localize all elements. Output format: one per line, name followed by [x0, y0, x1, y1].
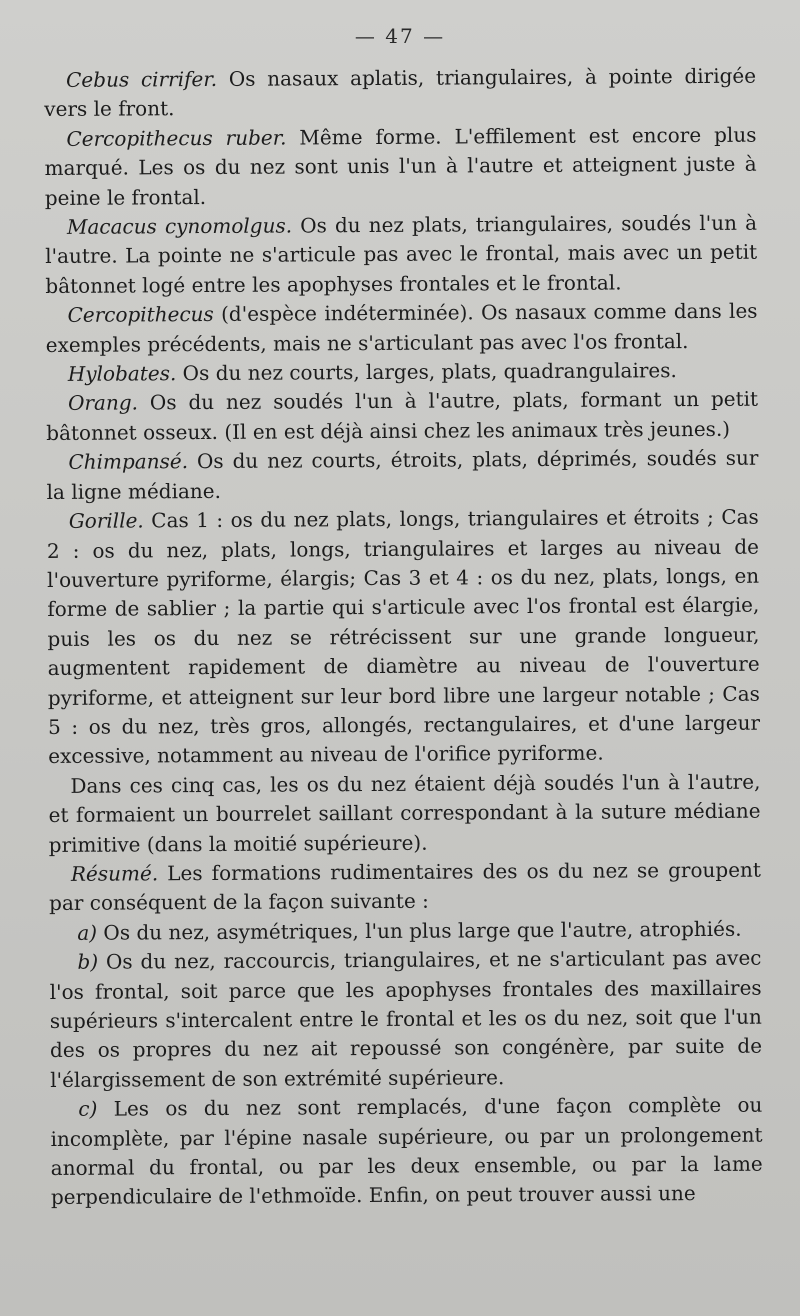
paragraph-body: Os nasaux aplatis, triangulaires, à pointe dirigée vers le front. — [44, 63, 757, 122]
page-number: — 47 — — [354, 24, 446, 48]
list-item-a — [49, 914, 761, 948]
paragraph-body: Les formations rudimentaires des os du nez se groupent par conséquent de la façon suivante : — [49, 857, 761, 916]
paragraph-body: (d'espèce indéterminée). Os nasaux comme dans les exemples précédents, mais ne s'articulant pas avec l'os frontal. — [45, 298, 758, 357]
list-item-c — [50, 1091, 763, 1213]
paragraph-body: Cas 1 : os du nez plats, longs, triangulaires et étroits ; Cas 2 : os du nez, plats, longs, triangulaires et larges au niveau de l'ouverture pyriforme, élargis; Cas 3 et 4 : os du nez, plats, longs, en forme de sablier ; la partie qui s'articule avec l'os frontal est élargie, puis les os du nez se rétrécissent sur une grande longueur, augmentent rapidement de diamètre au niveau de l'ouverture pyriforme, et atteignent sur leur bord libre une largeur notable ; Cas 5 : os du nez, très gros, allongés, rectangulaires, et d'une largeur excessive, notamment au niveau de l'orifice pyriforme. — [46, 504, 761, 769]
paragraph-body: Os du nez courts, étroits, plats, déprimés, soudés sur la ligne médiane. — [46, 445, 759, 504]
paragraph-cinq-cas — [48, 767, 761, 860]
species-name: Cercopithecus — [67, 302, 214, 328]
paragraph-body: Os du nez, asymétriques, l'un plus large que l'autre, atrophiés. — [96, 916, 742, 945]
species-name: Cercopithecus ruber. — [66, 125, 287, 151]
section-label: Résumé. — [70, 861, 159, 886]
paragraph-body: Os du nez plats, triangulaires, soudés l'un à l'autre. La pointe ne s'articule pas avec le frontal, mais avec un petit bâtonnet logé entre les apophyses frontales et le frontal. — [45, 210, 758, 298]
paragraph-body: Os du nez, raccourcis, triangulaires, et ne s'articulant pas avec l'os frontal, soit parce que les apophyses frontales des maxillaires supérieurs s'intercalent entre le frontal et les os du nez, soit que l'un des os propres du nez ait repoussé son congénère, par suite de l'élargissement de son extrémité supérieure. — [49, 945, 763, 1092]
paragraph-orang — [46, 385, 758, 448]
paragraph-resume — [49, 856, 761, 919]
list-marker: b) — [77, 949, 99, 974]
paragraph-macacus — [45, 209, 758, 302]
species-name: Gorille. — [68, 508, 144, 533]
species-name: Chimpansé. — [68, 449, 189, 475]
list-marker: c) — [78, 1096, 98, 1122]
paragraph-cebus — [44, 62, 756, 125]
paragraph-cercopithecus-ruber — [44, 120, 757, 213]
paragraph-chimpanse — [46, 444, 758, 507]
paragraph-body: Os du nez courts, larges, plats, quadrangulaires. — [176, 358, 677, 386]
paragraph-cercopithecus — [45, 297, 757, 360]
paragraph-body: Les os du nez sont remplacés, d'une façon complète ou incomplète, par l'épine nasale supérieure, ou par un prolongement anormal du frontal, ou par les deux ensemble, ou par la lame perpendiculaire de l'ethmoïde. Enfin, on peut trouver aussi une — [50, 1092, 763, 1210]
paragraph-body: Même forme. L'effilement est encore plus marqué. Les os du nez sont unis l'un à l'autre et atteignent juste à peine le frontal. — [44, 122, 757, 210]
species-name: Cebus cirrifer. — [66, 66, 218, 92]
list-marker: a) — [77, 920, 98, 945]
species-name: Macacus cynomolgus. — [66, 213, 293, 239]
paragraph-gorille — [47, 503, 761, 772]
paragraph-body: Dans ces cinq cas, les os du nez étaient déjà soudés l'un à l'autre, et formaient un bourrelet saillant correspondant à la suture médiane primitive (dans la moitié supérieure). — [48, 769, 761, 857]
paragraph-hylobates — [46, 356, 758, 390]
species-name: Hylobates. — [67, 361, 177, 386]
list-item-b — [49, 944, 762, 1095]
species-name: Orang. — [67, 390, 139, 416]
body-text — [44, 62, 763, 1213]
paragraph-body: Os du nez soudés l'un à l'autre, plats, formant un petit bâtonnet osseux. (Il en est déjà ainsi chez les animaux très jeunes.) — [46, 387, 759, 445]
